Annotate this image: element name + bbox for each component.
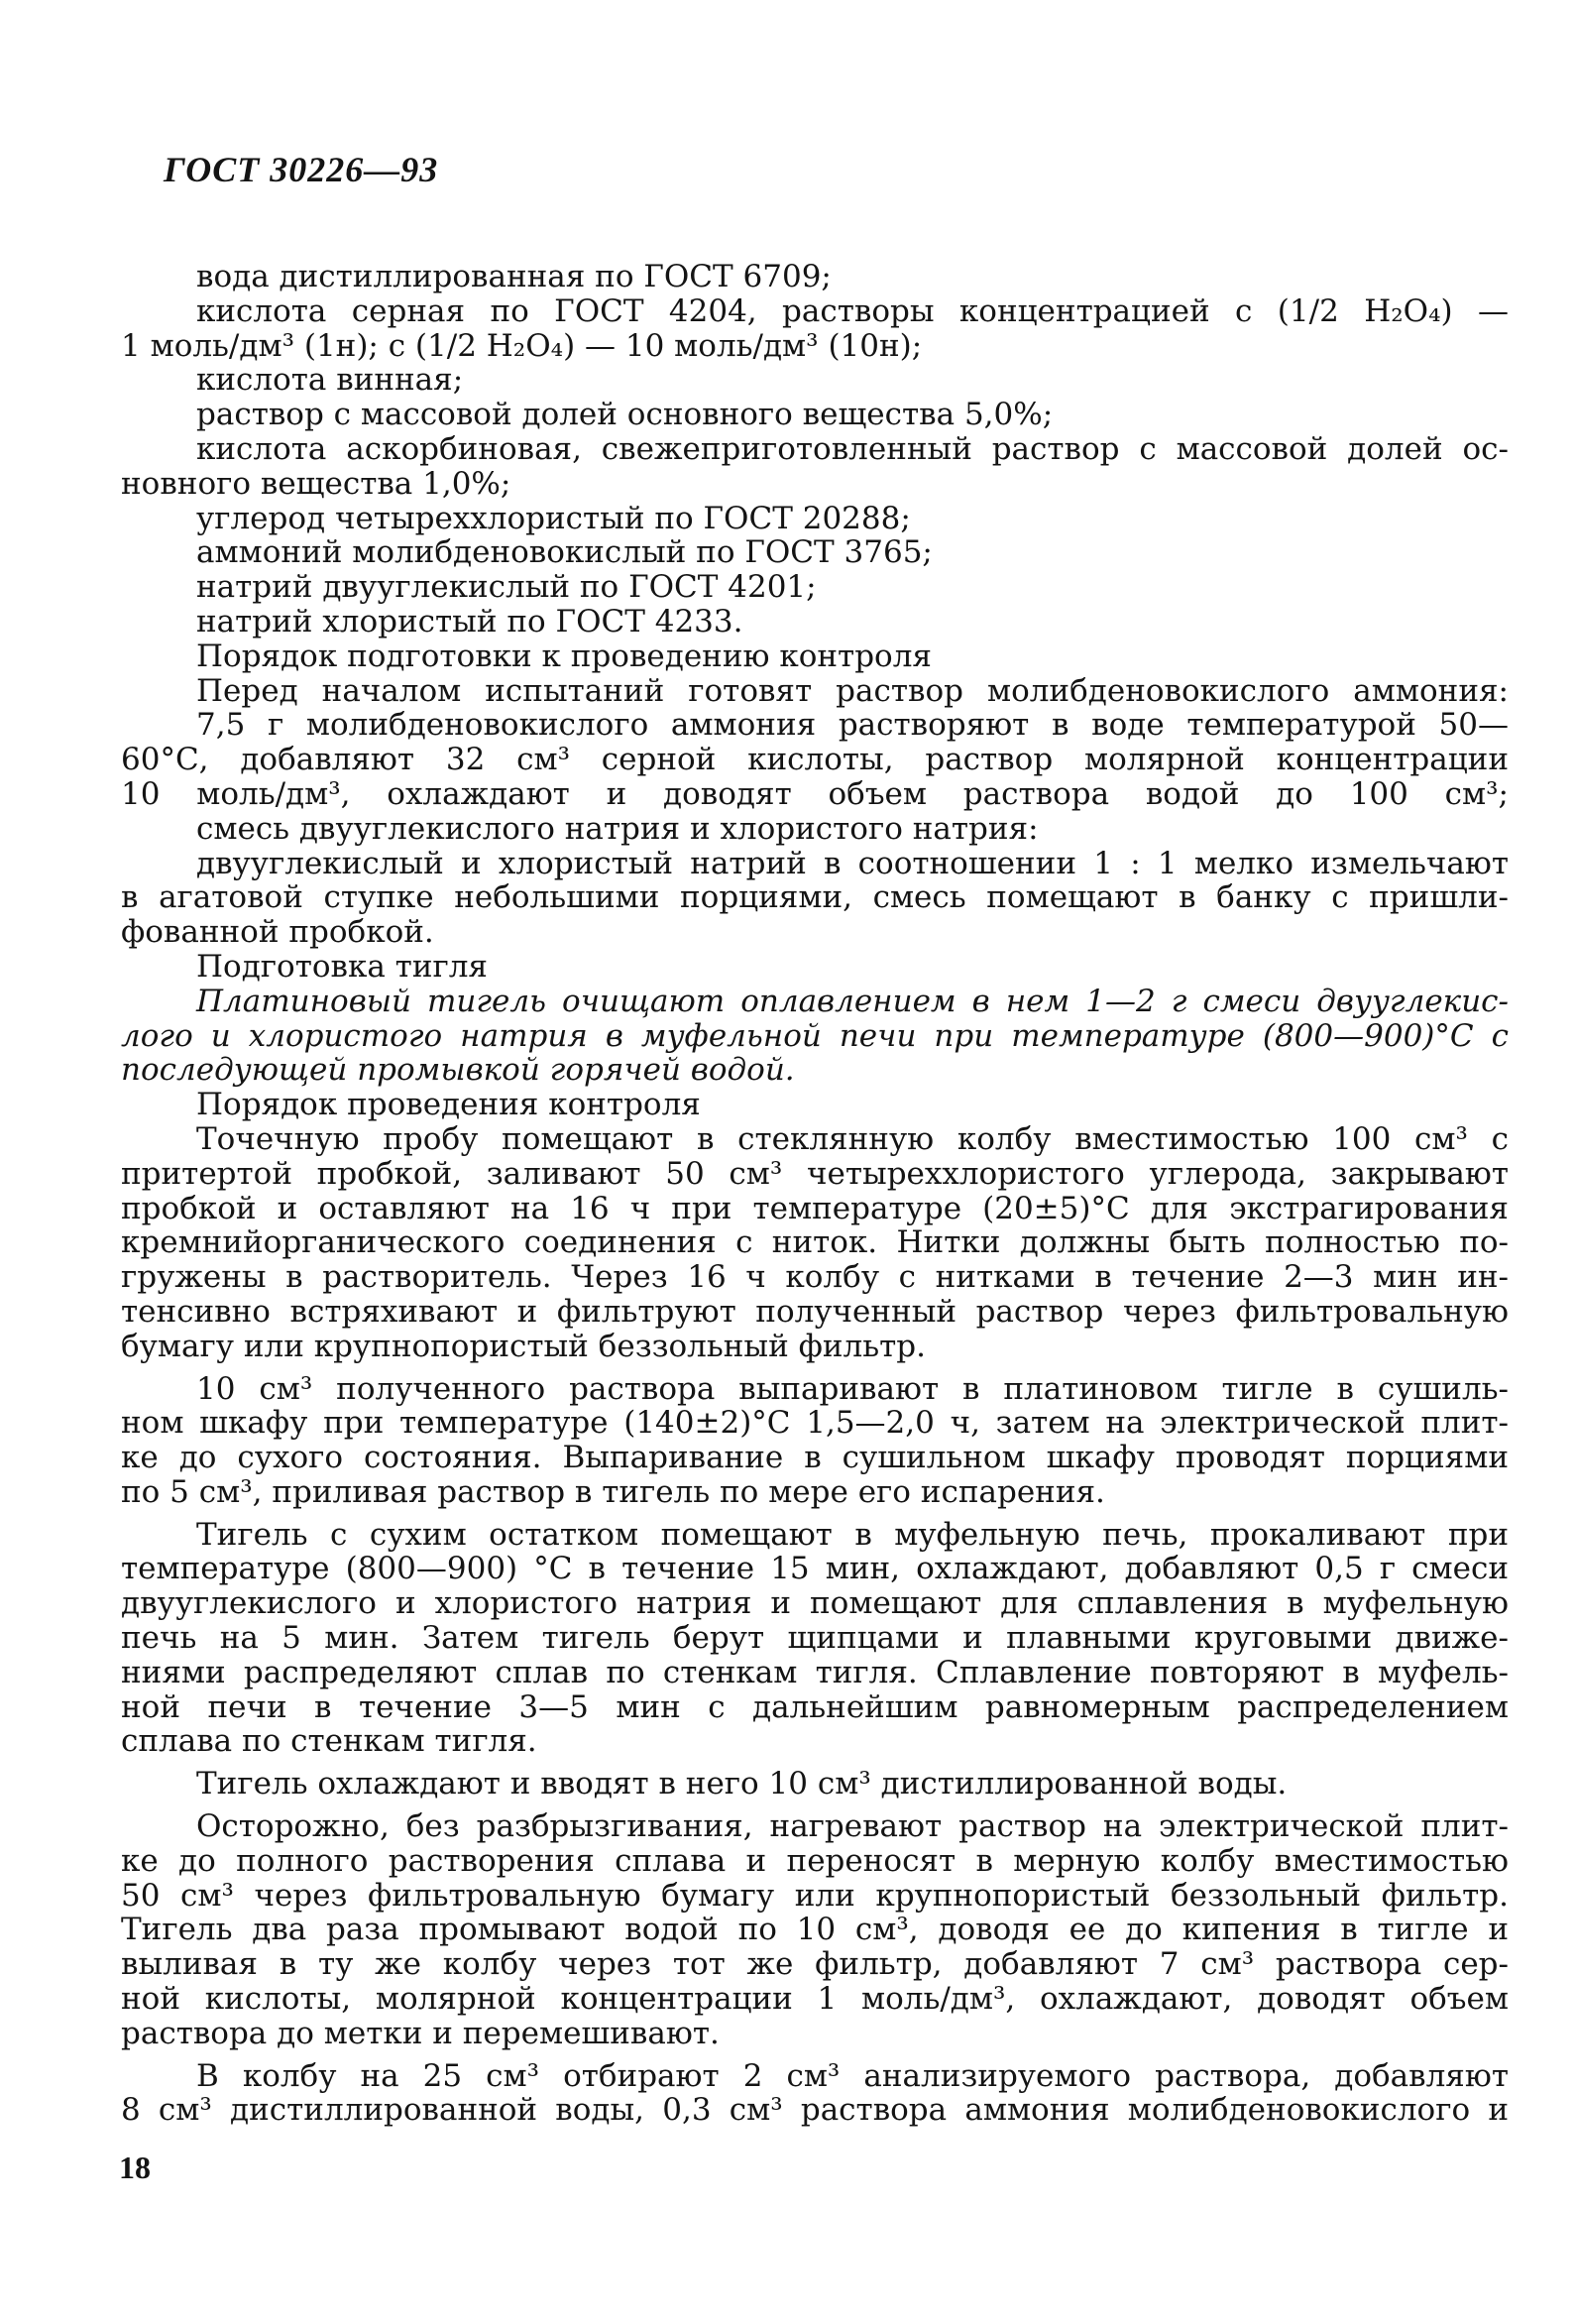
text-line xyxy=(121,1656,1509,1690)
text-line-content: температуре (800—900) °С в течение 15 мин, охлаждают, добавляют 0,5 г смеси xyxy=(121,1551,1509,1587)
text-line xyxy=(121,1913,1509,1947)
text-line xyxy=(121,1372,1509,1407)
text-line-content: Точечную пробу помещают в стеклянную колбу вместимостью 100 см³ с xyxy=(196,1120,1509,1157)
text-line xyxy=(121,260,1509,294)
text-line xyxy=(121,1053,1509,1088)
text-line xyxy=(121,1295,1509,1330)
text-line-content: Порядок подготовки к проведению контроля xyxy=(196,638,932,674)
text-line-content: кремнийорганического соединения с ниток. Нитки должны быть полностью по- xyxy=(121,1224,1509,1261)
text-line xyxy=(121,1552,1509,1586)
text-line-content: Перед началом испытаний готовят раствор молибденовокислого аммония: xyxy=(196,672,1509,709)
text-line-content: ке до полного растворения сплава и переносят в мерную колбу вместимостью xyxy=(121,1842,1509,1879)
text-line-content: Тигель охлаждают и вводят в него 10 см³ дистиллированной воды. xyxy=(196,1766,1288,1802)
text-line-content: двууглекислого и хлористого натрия и помещают для сплавления в муфельную xyxy=(121,1585,1509,1622)
text-line-content: ном шкафу при температуре (140±2)°С 1,5—2,0 ч, затем на электрической плит- xyxy=(121,1405,1509,1442)
text-line xyxy=(121,294,1509,329)
text-line xyxy=(121,743,1509,777)
text-line xyxy=(121,329,1509,364)
text-line xyxy=(121,812,1509,847)
text-line xyxy=(121,1225,1509,1260)
text-line xyxy=(121,777,1509,812)
text-line xyxy=(121,502,1509,536)
text-line-content: новного вещества 1,0%; xyxy=(121,465,511,502)
text-line xyxy=(121,1621,1509,1656)
text-line-content: Осторожно, без разбрызгивания, нагревают раствор на электрической плит- xyxy=(196,1808,1509,1845)
text-line xyxy=(121,2017,1509,2051)
text-line-content: ниями распределяют сплав по стенкам тигля. Сплавление повторяют в муфель- xyxy=(121,1654,1509,1690)
text-line-content: кислота аскорбиновая, свежеприготовленный раствор с массовой долей ос- xyxy=(196,430,1509,467)
page-number: 18 xyxy=(119,2150,151,2185)
text-line-content: 8 см³ дистиллированной воды, 0,3 см³ раствора аммония молибденовокислого и xyxy=(121,2092,1509,2129)
text-line xyxy=(121,1019,1509,1054)
text-line xyxy=(121,1879,1509,1914)
text-line-content: ной печи в течение 3—5 мин с дальнейшим равномерным распределением xyxy=(121,1688,1509,1725)
text-line xyxy=(121,1441,1509,1475)
document-header: ГОСТ 30226—93 xyxy=(164,150,439,189)
text-line-content: фованной пробкой. xyxy=(121,914,434,951)
text-line xyxy=(121,1982,1509,2017)
text-line-content: Порядок проведения контроля xyxy=(196,1087,701,1123)
text-line xyxy=(121,1809,1509,1844)
text-line-content: 1 моль/дм³ (1н); с (1/2 H₂O₄) — 10 моль/дм³ (10н); xyxy=(121,327,923,364)
text-line-content: Тигель с сухим остатком помещают в муфельную печь, прокаливают при xyxy=(196,1516,1509,1553)
text-line xyxy=(121,605,1509,639)
text-line-content: 50 см³ через фильтровальную бумагу или крупнопористый беззольный фильтр. xyxy=(121,1877,1509,1914)
text-line-content: смесь двууглекислого натрия и хлористого натрия: xyxy=(196,810,1039,847)
text-line xyxy=(121,1767,1509,1801)
document-body xyxy=(121,260,1509,2128)
text-line-content: натрий двууглекислый по ГОСТ 4201; xyxy=(196,569,817,606)
text-line-content: сплава по стенкам тигля. xyxy=(121,1723,537,1760)
text-line-content: вода дистиллированная по ГОСТ 6709; xyxy=(196,259,832,294)
text-line xyxy=(121,1157,1509,1192)
text-line-content: ке до сухого состояния. Выпаривание в сушильном шкафу проводят порциями xyxy=(121,1440,1509,1476)
text-line-content: раствор с массовой долей основного вещества 5,0%; xyxy=(196,397,1054,433)
text-line-content: по 5 см³, приливая раствор в тигель по мере его испарения. xyxy=(121,1473,1105,1510)
text-line-content: 10 см³ полученного раствора выпаривают в платиновом тигле в сушиль- xyxy=(196,1370,1509,1407)
text-line xyxy=(121,1260,1509,1295)
text-line-content: гружены в растворитель. Через 16 ч колбу с нитками в течение 2—3 мин ин- xyxy=(121,1259,1509,1296)
text-line-content: Тигель два раза промывают водой по 10 см³, доводя ее до кипения в тигле и xyxy=(121,1912,1509,1948)
text-line xyxy=(121,1088,1509,1122)
text-line xyxy=(121,1406,1509,1441)
text-line xyxy=(121,950,1509,985)
text-line xyxy=(121,639,1509,674)
text-line-content: аммоний молибденовокислый по ГОСТ 3765; xyxy=(196,534,933,571)
text-line-content: В колбу на 25 см³ отбирают 2 см³ анализируемого раствора, добавляют xyxy=(196,2057,1509,2094)
text-line xyxy=(121,432,1509,467)
text-line-content: пробкой и оставляют на 16 ч при температуре (20±5)°С для экстрагирования xyxy=(121,1190,1509,1226)
text-line xyxy=(121,847,1509,881)
text-line xyxy=(121,363,1509,398)
text-line xyxy=(121,398,1509,432)
text-line xyxy=(121,2059,1509,2094)
text-line-content: кислота серная по ГОСТ 4204, растворы концентрацией с (1/2 H₂O₄) — xyxy=(196,292,1509,329)
text-line-content: 7,5 г молибденовокислого аммония растворяют в воде температурой 50— xyxy=(196,707,1509,744)
text-line-content: тенсивно встряхивают и фильтруют полученный раствор через фильтровальную xyxy=(121,1293,1509,1330)
text-line-content: притертой пробкой, заливают 50 см³ четыреххлористого углерода, закрывают xyxy=(121,1155,1509,1192)
text-line-content: двууглекислый и хлористый натрий в соотношении 1 : 1 мелко измельчают xyxy=(196,845,1509,881)
text-line xyxy=(121,1122,1509,1157)
text-line-content: бумагу или крупнопористый беззольный фильтр. xyxy=(121,1328,926,1364)
text-line-content: натрий хлористый по ГОСТ 4233. xyxy=(196,603,743,639)
text-line xyxy=(121,708,1509,743)
text-line-content: Платиновый тигель очищают оплавлением в нем 1—2 г смеси двууглекис- xyxy=(196,983,1509,1019)
text-line xyxy=(121,570,1509,605)
text-line xyxy=(121,1518,1509,1553)
text-line-content: 60°С, добавляют 32 см³ серной кислоты, раствор молярной концентрации xyxy=(121,742,1509,778)
text-line xyxy=(121,985,1509,1019)
text-line-content: раствора до метки и перемешивают. xyxy=(121,2015,720,2051)
text-line xyxy=(121,1947,1509,1982)
text-line xyxy=(121,1330,1509,1364)
text-line-content: печь на 5 мин. Затем тигель берут щипцами и плавными круговыми движе- xyxy=(121,1620,1509,1657)
text-line xyxy=(121,1192,1509,1226)
text-line xyxy=(121,535,1509,570)
text-line-content: выливая в ту же колбу через тот же фильтр, добавляют 7 см³ раствора сер- xyxy=(121,1946,1509,1983)
text-line-content: ной кислоты, молярной концентрации 1 моль/дм³, охлаждают, доводят объем xyxy=(121,1981,1509,2018)
text-line-content: 10 моль/дм³, охлаждают и доводят объем раствора водой до 100 см³; xyxy=(121,775,1509,812)
text-line xyxy=(121,1586,1509,1621)
text-line-content: лого и хлористого натрия в муфельной печи при температуре (800—900)°С с xyxy=(121,1017,1509,1054)
text-line xyxy=(121,674,1509,709)
text-line-content: углерод четыреххлористый по ГОСТ 20288; xyxy=(196,500,911,536)
text-line xyxy=(121,1690,1509,1725)
text-line xyxy=(121,1724,1509,1759)
text-line-content: кислота винная; xyxy=(196,362,464,399)
text-line xyxy=(121,1844,1509,1879)
text-line xyxy=(121,880,1509,915)
text-line xyxy=(121,915,1509,950)
text-line-content: Подготовка тигля xyxy=(196,948,488,985)
text-line-content: последующей промывкой горячей водой. xyxy=(121,1052,795,1089)
text-line xyxy=(121,1475,1509,1510)
text-line xyxy=(121,2093,1509,2128)
text-line-content: в агатовой ступке небольшими порциями, смесь помещают в банку с пришли- xyxy=(121,879,1509,916)
text-line xyxy=(121,467,1509,502)
